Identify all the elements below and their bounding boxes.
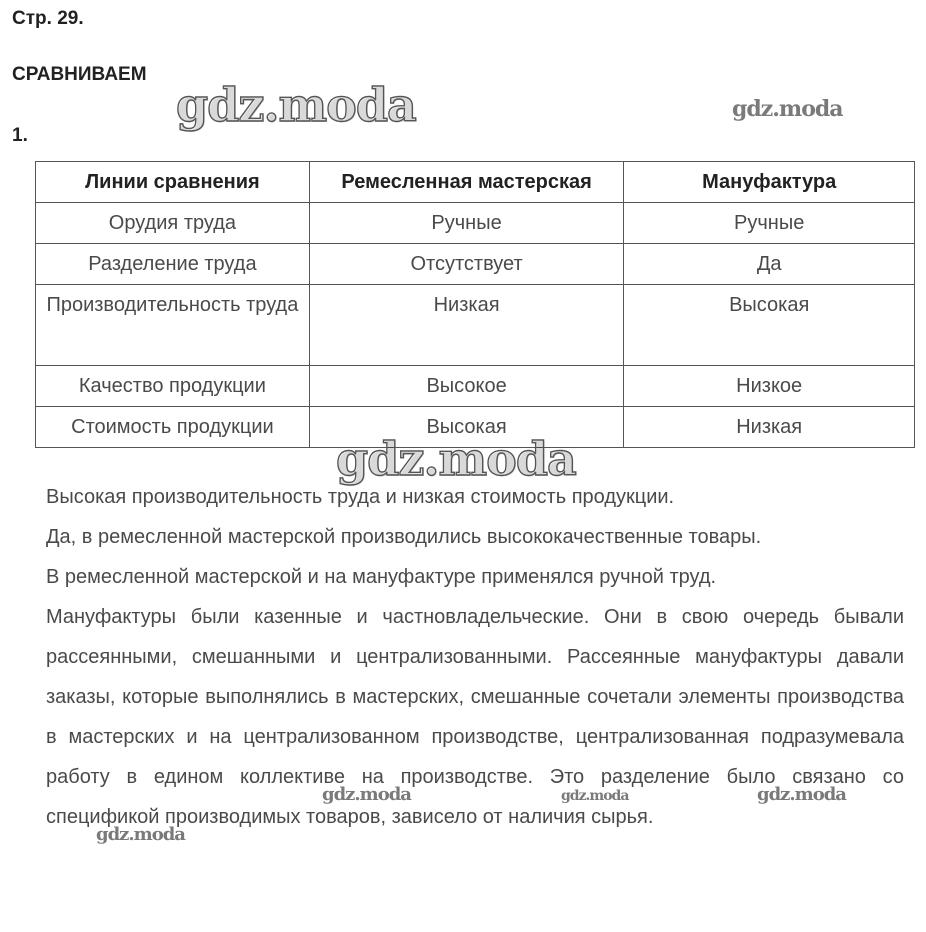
craft-workshop-value: Низкая [309, 285, 624, 366]
answer-4: Мануфактуры были казенные и частновладельческие. Они в свою очередь бывали рассеянными, смешанными и централизованными. Рассеянные мануфактуры давали заказы, которые выполнялись в мастерских, смешанные сочетали элементы производства в мастерских и на централизованном производстве, централизованная подразумевала работу в едином коллективе на производстве. Это разделение было связано со спецификой производимых товаров, зависело от наличия сырья. [46, 606, 904, 828]
table-header-row [36, 162, 915, 203]
answer-2: Да, в ремесленной мастерской производились высококачественные товары. [46, 526, 762, 548]
table-row [36, 203, 915, 244]
row-label: Орудия труда [36, 203, 310, 244]
row-label: Разделение труда [36, 244, 310, 285]
row-label: Производительность труда [36, 285, 310, 366]
manufactory-value: Низкая [624, 407, 915, 448]
answer-1: Высокая производительность труда и низкая стоимость продукции. [46, 486, 675, 508]
table-row [36, 244, 915, 285]
watermark-logo: gdz.moda [96, 824, 185, 845]
craft-workshop-value: Отсутствует [309, 244, 624, 285]
watermark-logo: gdz.moda [561, 788, 629, 804]
craft-workshop-value: Высокая [309, 407, 624, 448]
comparison-table [35, 161, 915, 448]
header-comparison-lines: Линии сравнения [36, 162, 310, 203]
manufactory-value: Низкое [624, 366, 915, 407]
manufactory-value: Да [624, 244, 915, 285]
row-label: Стоимость продукции [36, 407, 310, 448]
header-manufactory: Мануфактура [624, 162, 915, 203]
header-craft-workshop: Ремесленная мастерская [309, 162, 624, 203]
craft-workshop-value: Ручные [309, 203, 624, 244]
watermark-logo: gdz.moda [757, 784, 846, 805]
watermark-logo: gdz.moda [176, 78, 416, 132]
answer-3: В ремесленной мастерской и на мануфактуре применялся ручной труд. [46, 566, 717, 588]
manufactory-value: Ручные [624, 203, 915, 244]
table-row [36, 285, 915, 366]
answers-block [46, 477, 904, 837]
craft-workshop-value: Высокое [309, 366, 624, 407]
table-row [36, 366, 915, 407]
watermark-logo: gdz.moda [322, 784, 411, 805]
manufactory-value: Высокая [624, 285, 915, 366]
task-number: 1. [12, 125, 28, 146]
section-title: СРАВНИВАЕМ [12, 64, 147, 85]
watermark-logo: gdz.moda [732, 96, 843, 122]
page-number: Стр. 29. [12, 8, 84, 29]
row-label: Качество продукции [36, 366, 310, 407]
watermark-logo: gdz.moda [336, 432, 576, 486]
